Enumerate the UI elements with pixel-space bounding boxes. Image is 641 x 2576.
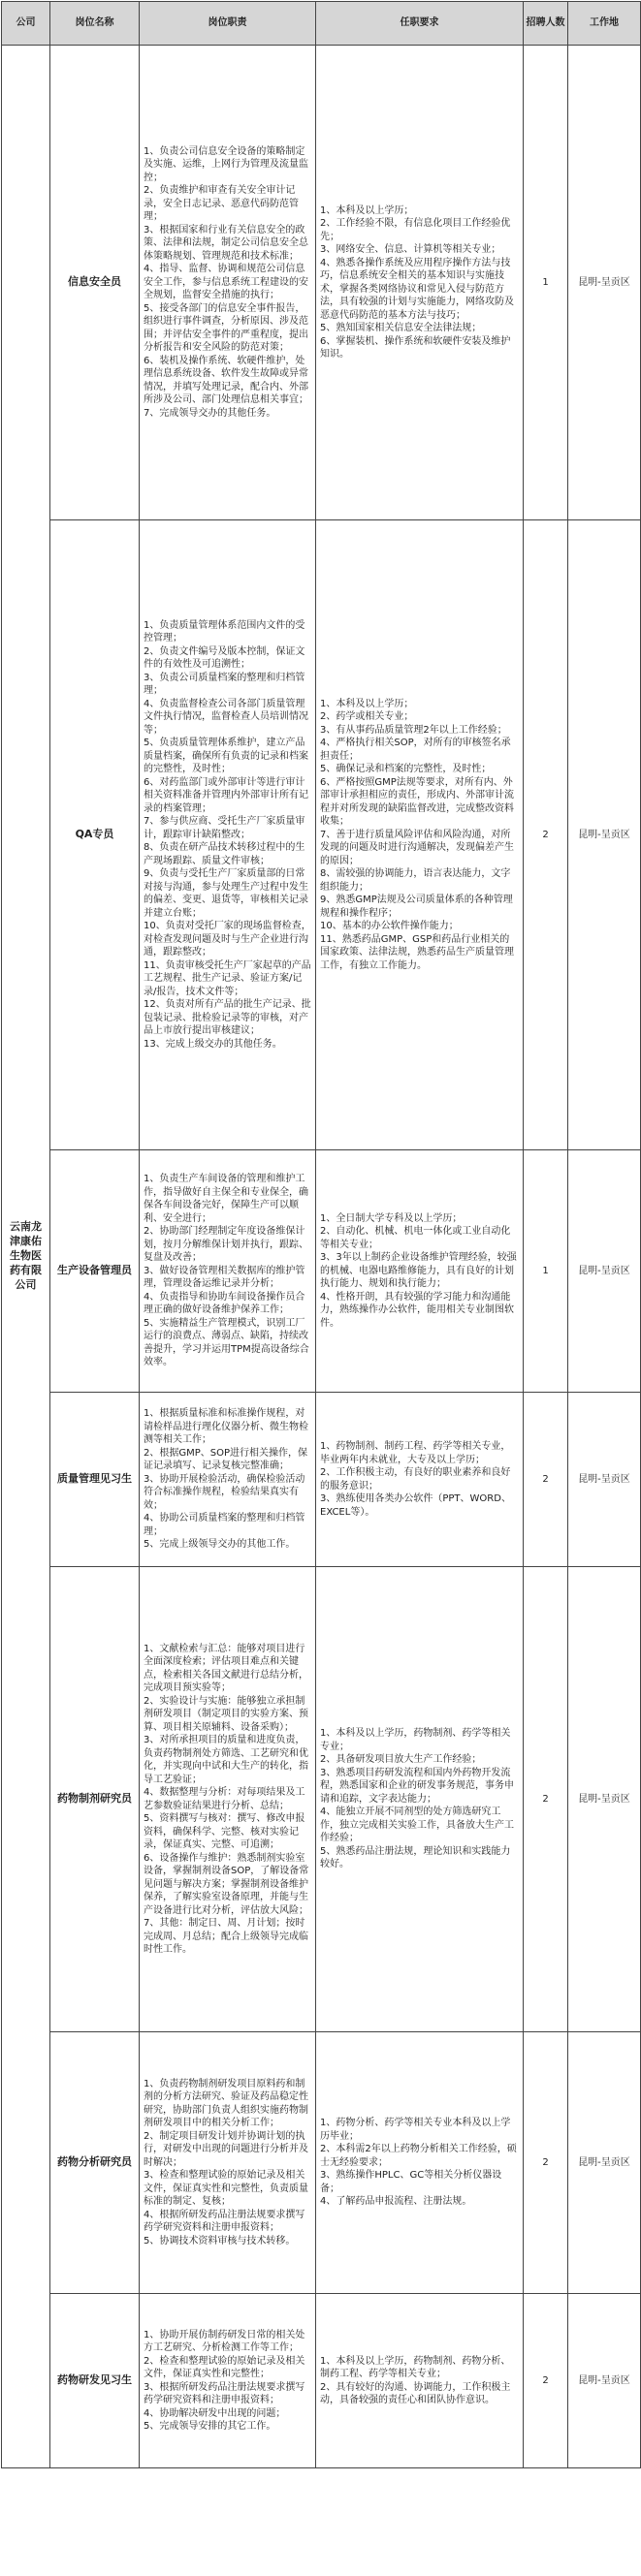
position-duties: 1、协助开展仿制药研发日常的相关处方工艺研究、分析检测工作等工作； 2、检查和整理试验的原始记录及相关文件，保证真实性和完整性； 3、根据所研发药品注册法规要求撰写药学研究资料和注册申报资料； 4、协助解决研发中出现的问题； 5、完成领导安排的其它工作。 <box>140 2294 316 2468</box>
position-duties: 1、根据质量标准和标准操作规程，对请检样品进行理化仪器分析、微生物检测等相关工作； 2、根据GMP、SOP进行相关操作，保证记录填写、记录复核完整准确； 3、协助开展检验活动，确保检验活动符合标准操作规程，检验结果真实有效； 4、协助公司质量档案的整理和归档管理； 5、完成上级领导交办的其他工作。 <box>140 1393 316 1567</box>
table-row <box>2 46 641 520</box>
position-headcount: 2 <box>524 2032 568 2294</box>
position-title: QA专员 <box>50 520 140 1150</box>
position-title: 质量管理见习生 <box>50 1393 140 1567</box>
position-location: 昆明-呈贡区 <box>568 46 641 520</box>
position-duties: 1、负责公司信息安全设备的策略制定及实施、运维，上网行为管理及流量监控； 2、负责维护和审查有关安全审计记录，安全日志记录、恶意代码防范管理； 3、根据国家和行业有关信息安全的政策、法律和法规，制定公司信息安全总体策略规划、管理规范和技术标准； 4、指导、监督、协调和规范公司信息安全工作，参与信息系统工程建设的安全规划，监督安全措施的执行； 5、接受各部门的信息安全事件报告，组织进行事件调查，分析原因、涉及范围；并评估安全事件的严重程度，提出分析报告和安全风险的防范对策； 6、装机及操作系统、软硬件维护，处理信息系统设备、软件发生故障或异常情况，并填写处理记录，配合内、外部所涉及公司、部门处理信息相关事宜； 7、完成领导交办的其他任务。 <box>140 46 316 520</box>
header-headcount: 招聘人数 <box>524 2 568 46</box>
position-location: 昆明-呈贡区 <box>568 2294 641 2468</box>
recruitment-table <box>1 1 641 2468</box>
position-duties: 1、负责药物制剂研发项目原料药和制剂的分析方法研究、验证及药品稳定性研究，协助部门负责人组织实施药物制剂研发项目中的相关分析工作； 2、制定项目研发计划并协调计划的执行，对研发中出现的问题进行分析并及时解决； 3、检查和整理试验的原始记录及相关文件，保证真实性和完整性，负责质量标准的制定、复核； 4、根据所研发药品注册法规要求撰写药学研究资料和注册申报资料； 5、协调技术资料审核与技术转移。 <box>140 2032 316 2294</box>
position-location: 昆明-呈贡区 <box>568 1393 641 1567</box>
table-row <box>2 2294 641 2468</box>
position-requirements: 1、全日制大学专科及以上学历； 2、自动化、机械、机电一体化或工业自动化等相关专业； 3、3年以上制药企业设备维护管理经验，较强的机械、电器电路维修能力，具有良好的计划执行能力、规划和执行能力； 4、性格开朗，具有较强的学习能力和沟通能力，熟练操作办公软件，能用相关专业制图软件。 <box>316 1150 524 1393</box>
header-requirements: 任职要求 <box>316 2 524 46</box>
position-headcount: 2 <box>524 520 568 1150</box>
position-headcount: 2 <box>524 1393 568 1567</box>
position-title: 药物研发见习生 <box>50 2294 140 2468</box>
header-position: 岗位名称 <box>50 2 140 46</box>
position-location: 昆明-呈贡区 <box>568 1150 641 1393</box>
table-row <box>2 1567 641 2032</box>
position-headcount: 1 <box>524 1150 568 1393</box>
position-headcount: 1 <box>524 46 568 520</box>
table-row <box>2 1393 641 1567</box>
position-headcount: 2 <box>524 2294 568 2468</box>
position-requirements: 1、本科及以上学历，药物制剂、药学等相关专业； 2、具备研发项目放大生产工作经验； 3、熟悉项目药研发流程和国内外药物开发流程，熟悉国家和企业的研发事务规范，事务申请和追踪，文字表达能力； 4、能独立开展不同剂型的处方筛选研究工作，独立完成相关实验工作，具备放大生产工作经验； 5、熟悉药品注册法规，理论知识和实践能力较好。 <box>316 1567 524 2032</box>
position-requirements: 1、药物制剂、制药工程、药学等相关专业，毕业两年内未就业，大专及以上学历； 2、工作积极主动，有良好的职业素养和良好的服务意识； 3、熟练使用各类办公软件（PPT、WORD、EXCEL等）。 <box>316 1393 524 1567</box>
position-location: 昆明-呈贡区 <box>568 1567 641 2032</box>
position-location: 昆明-呈贡区 <box>568 2032 641 2294</box>
table-row <box>2 1150 641 1393</box>
table-row <box>2 2032 641 2294</box>
position-location: 昆明-呈贡区 <box>568 520 641 1150</box>
position-title: 药物制剂研究员 <box>50 1567 140 2032</box>
position-title: 信息安全员 <box>50 46 140 520</box>
position-requirements: 1、药物分析、药学等相关专业本科及以上学历毕业； 2、本科需2年以上药物分析相关工作经验，硕士无经验要求； 3、熟练操作HPLC、GC等相关分析仪器设备； 4、了解药品申报流程、注册法规。 <box>316 2032 524 2294</box>
table-row <box>2 520 641 1150</box>
position-headcount: 2 <box>524 1567 568 2032</box>
header-duties: 岗位职责 <box>140 2 316 46</box>
position-requirements: 1、本科及以上学历； 2、药学或相关专业； 3、有从事药品质量管理2年以上工作经验； 4、严格执行相关SOP，对所有的审核签名承担责任； 5、确保记录和档案的完整性，及时性； 6、严格按照GMP法规等要求，对所有内、外部审计承担相应的责任，形成内、外部审计流程并对所发现的缺陷监督改进，完成整改资料收集； 7、善于进行质量风险评估和风险沟通，对所发现的问题及时进行沟通解决，发现偏差产生的原因； 8、需较强的协调能力，语言表达能力，文字组织能力； 9、熟悉GMP法规及公司质量体系的各种管理规程和操作程序； 10、基本的办公软件操作能力； 11、熟悉药品GMP、GSP和药品行业相关的国家政策、法律法规，熟悉药品生产质量管理工作，有独立工作能力。 <box>316 520 524 1150</box>
position-title: 药物分析研究员 <box>50 2032 140 2294</box>
position-duties: 1、文献检索与汇总：能够对项目进行全面深度检索；评估项目难点和关键点，检索相关各国文献进行总结分析，完成项目预实验等； 2、实验设计与实施：能够独立承担制剂研发项目（制定项目的实验方案、预算、项目相关原辅料、设备采购）； 3、对所承担项目的质量和进度负责，负责药物制剂处方筛选、工艺研究和优化，并实现向中试和大生产的转化，指导工艺验证； 4、数据整理与分析：对每项结果及工艺参数验证结果进行分析、总结； 5、资料撰写与核对：撰写、修改申报资料，确保科学、完整、核对实验记录，保证真实、完整、可追溯； 6、设备操作与维护：熟悉制剂实验室设备，掌握制剂设备SOP，了解设备常见问题与解决方案；掌握制剂设备维护保养，了解实验室设备原理，并能与生产设备进行比对分析，评估放大风险； 7、其他：制定日、周、月计划；按时完成周、月总结；配合上级领导完成临时性工作。 <box>140 1567 316 2032</box>
position-duties: 1、负责质量管理体系范围内文件的受控管理； 2、负责文件编号及版本控制，保证文件的有效性及可追溯性； 3、负责公司质量档案的整理和归档管理； 4、负责监督检查公司各部门质量管理文件执行情况，监督检查人员培训情况等； 5、负责质量管理体系维护，建立产品质量档案，确保所有负责的记录和档案的完整性，及时性； 6、对药监部门或外部审计等进行审计相关资料准备并管理内外部审计所有记录的档案管理； 7、参与供应商、受托生产厂家质量审计，跟踪审计缺陷整改； 8、负责在研产品技术转移过程中的生产现场跟踪、质量文件审核； 9、负责与受托生产厂家质量部的日常对接与沟通，参与处理生产过程中发生的偏差、变更、退货等，审核相关记录并建立台账； 10、负责对受托厂家的现场监督检查，对检查发现问题及时与生产企业进行沟通，跟踪整改； 11、负责审核受托生产厂家起草的产品工艺规程、批生产记录、验证方案/记录/报告，技术文件等； 12、负责对所有产品的批生产记录、批包装记录、批检验记录等的审核，对产品上市放行提出审核建议； 13、完成上级交办的其他任务。 <box>140 520 316 1150</box>
position-requirements: 1、本科及以上学历； 2、工作经验不限，有信息化项目工作经验优先； 3、网络安全、信息、计算机等相关专业； 4、熟悉各操作系统及应用程序操作方法与技巧，信息系统安全相关的基本知识与实施技术，掌握各类网络协议和常见入侵与防范方法，具有较强的计划与实施能力，网络攻防及恶意代码防范的基本方法与技巧； 5、熟知国家相关信息安全法律法规； 6、掌握装机、操作系统和软硬件安装及维护知识。 <box>316 46 524 520</box>
position-duties: 1、负责生产车间设备的管理和维护工作，指导做好自主保全和专业保全，确保各车间设备完好，保障生产可以顺利、安全进行； 2、协助部门经理制定年度设备维保计划，按月分解维保计划并执行，跟踪、复盘及改善； 3、做好设备管理相关数据库的维护管理，管理设备运维记录并分析； 4、负责指导和协助车间设备操作员合理正确的做好设备维护保养工作； 5、实施精益生产管理模式，识别工厂运行的浪费点、薄弱点、缺陷，持续改善提升，学习并运用TPM提高设备综合效率。 <box>140 1150 316 1393</box>
header-location: 工作地 <box>568 2 641 46</box>
header-company: 公司 <box>2 2 50 46</box>
position-title: 生产设备管理员 <box>50 1150 140 1393</box>
header-row <box>2 2 641 46</box>
company-name: 云南龙津康佑生物医药有限公司 <box>2 46 50 2468</box>
position-requirements: 1、本科及以上学历，药物制剂、药物分析、制药工程、药学等相关专业； 2、具有较好的沟通、协调能力，工作积极主动，具备较强的责任心和团队协作意识。 <box>316 2294 524 2468</box>
